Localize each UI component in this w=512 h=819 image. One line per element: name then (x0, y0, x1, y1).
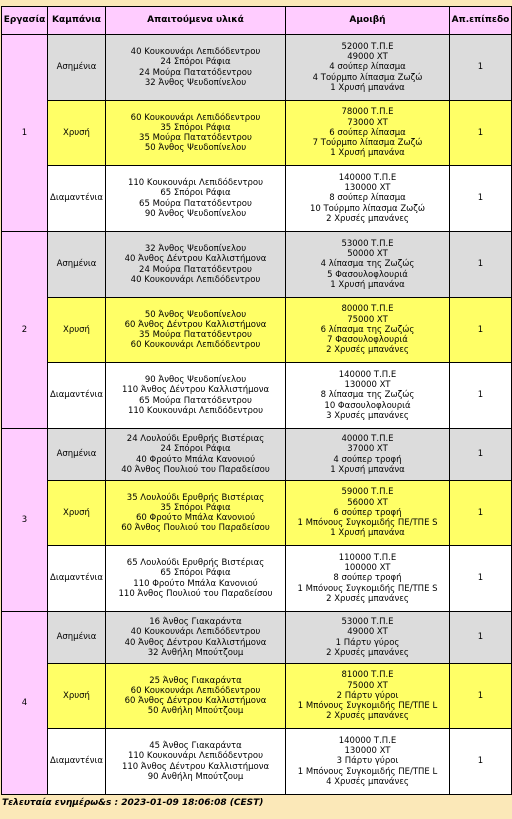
reward-cell (286, 481, 450, 546)
reward-line: 140000 Τ.Π.Ε (338, 735, 397, 746)
material-line: 32 Ανθήλη Μπούτζουμ (147, 647, 244, 658)
reward-line: 140000 Τ.Π.Ε (338, 172, 397, 183)
material-line: 60 Φρούτο Μπάλα Κανονιού (136, 513, 255, 523)
header-reward: Αμοιβή (286, 7, 450, 35)
reward-line: 80000 Τ.Π.Ε (341, 304, 394, 315)
reward-line: 110000 Τ.Π.Ε (338, 552, 397, 563)
reward-line: 7 Τούρμπο λίπασμα Ζωζώ (312, 138, 423, 149)
level-cell: 1 (450, 481, 512, 546)
material-line: 60 Κουκουνάρι Λεπιδόδεντρου (130, 685, 261, 696)
campaign-cell: Ασημένια (48, 429, 106, 481)
reward-line: 50000 XT (347, 249, 388, 260)
material-line: 35 Σπόροι Ράφια (160, 502, 231, 513)
reward-line: 10 Φασουλοφλουριά (324, 400, 411, 411)
reward-line: 6 σούπερ λίπασμα (329, 127, 406, 138)
material-line: 65 Σπόροι Ράφια (160, 188, 231, 199)
reward-line: 1 Μπόνους Συγκομιδής ΠΕ/ΤΠΕ S (297, 518, 438, 529)
table-row (2, 729, 512, 795)
materials-cell (106, 298, 286, 363)
reward-line: 4 λίπασμα της Ζωζώς (320, 259, 415, 270)
material-line: 40 Φρούτο Μπάλα Κανονιού (136, 454, 255, 465)
table-row (2, 166, 512, 232)
material-line: 65 Λουλούδι Ερυθρής Βιστέριας (126, 558, 265, 569)
reward-line: 59000 Τ.Π.Ε (341, 487, 394, 498)
table-row (2, 232, 512, 298)
reward-line: 53000 Τ.Π.Ε (341, 617, 394, 628)
header-row (2, 7, 512, 35)
reward-line: 130000 XT (344, 183, 391, 194)
material-line: 32 Άνθος Ψευδοπίνελου (144, 244, 247, 255)
material-line: 60 Κουκουνάρι Λεπιδόδεντρου (130, 340, 261, 351)
material-line: 16 Άνθος Γιακαράντα (149, 617, 242, 628)
material-line: 24 Μούρα Πατατόδεντρου (139, 67, 252, 78)
reward-cell (286, 101, 450, 166)
materials-cell (106, 546, 286, 612)
reward-line: 1 Χρυσή μπανάνα (330, 279, 405, 290)
level-cell: 1 (450, 166, 512, 232)
reward-line: 100000 XT (344, 563, 391, 574)
reward-line: 3 Χρυσές μπανάνες (326, 410, 409, 421)
materials-cell (106, 429, 286, 481)
reward-cell (286, 232, 450, 298)
material-line: 40 Κουκουνάρι Λεπιδόδεντρου (130, 627, 261, 638)
reward-cell (286, 298, 450, 363)
materials-cell (106, 612, 286, 664)
material-line: 90 Άνθος Ψευδοπίνελου (144, 208, 247, 219)
level-cell: 1 (450, 729, 512, 795)
reward-line: 1 Χρυσή μπανάνα (330, 528, 405, 539)
reward-line: 2 Χρυσές μπανάνες (326, 345, 409, 356)
campaign-cell: Ασημένια (48, 232, 106, 298)
material-line: 40 Κουκουνάρι Λεπιδόδεντρου (130, 274, 261, 285)
table-row (2, 429, 512, 481)
reward-cell (286, 612, 450, 664)
reward-line: 5 Φασουλοφλουριά (327, 269, 408, 280)
reward-line: 53000 Τ.Π.Ε (341, 238, 394, 249)
materials-cell (106, 481, 286, 546)
table-row (2, 298, 512, 363)
reward-line: 1 Χρυσή μπανάνα (330, 464, 405, 475)
table-row (2, 35, 512, 101)
reward-line: 7 Φασουλοφλουριά (327, 335, 408, 346)
campaign-cell: Ασημένια (48, 35, 106, 101)
material-line: 40 Άνθος Δέντρου Καλλιστήμονα (124, 637, 267, 648)
reward-line: 1 Χρυσή μπανάνα (330, 148, 405, 159)
reward-line: 2 Πάρτυ γύροι (336, 690, 399, 701)
reward-line: 2 Χρυσές μπανάνες (326, 647, 409, 658)
task-number-cell: 1 (2, 35, 48, 232)
material-line: 40 Άνθος Πουλιού του Παραδείσου (121, 464, 270, 475)
table-row (2, 546, 512, 612)
level-cell: 1 (450, 101, 512, 166)
campaign-cell: Διαμαντένια (48, 363, 106, 429)
level-cell: 1 (450, 363, 512, 429)
reward-line: 40000 Τ.Π.Ε (341, 434, 394, 445)
level-cell: 1 (450, 35, 512, 101)
materials-cell (106, 232, 286, 298)
material-line: 60 Άνθος Δέντρου Καλλιστήμονα (124, 319, 267, 330)
reward-line: 1 Μπόνους Συγκομιδής ΠΕ/ΤΠΕ S (297, 583, 438, 594)
reward-cell (286, 429, 450, 481)
reward-line: 2 Χρυσές μπανάνες (326, 593, 409, 604)
reward-line: 75000 XT (347, 680, 388, 691)
material-line: 65 Μούρα Πατατόδεντρου (139, 395, 252, 406)
materials-cell (106, 664, 286, 729)
reward-line: 75000 XT (347, 314, 388, 325)
reward-line: 49000 XT (347, 627, 388, 638)
campaign-cell: Χρυσή (48, 481, 106, 546)
reward-line: 2 Χρυσές μπανάνες (326, 711, 409, 722)
material-line: 35 Μούρα Πατατόδεντρου (139, 330, 252, 340)
table-row (2, 481, 512, 546)
material-line: 50 Άνθος Ψευδοπίνελου (144, 143, 247, 154)
level-cell: 1 (450, 612, 512, 664)
reward-cell (286, 166, 450, 232)
reward-cell (286, 546, 450, 612)
material-line: 24 Σπόροι Ράφια (160, 444, 231, 455)
reward-line: 3 Πάρτυ γύροι (336, 756, 399, 767)
material-line: 65 Σπόροι Ράφια (160, 568, 231, 579)
reward-line: 49000 XT (347, 52, 388, 63)
material-line: 60 Κουκουνάρι Λεπιδόδεντρου (130, 112, 261, 123)
task-number-cell: 2 (2, 232, 48, 429)
reward-line: 140000 Τ.Π.Ε (338, 369, 397, 380)
reward-line: 4 Χρυσές μπανάνες (326, 776, 409, 787)
reward-line: 4 Τούρμπο λίπασμα Ζωζώ (312, 72, 423, 83)
level-cell: 1 (450, 664, 512, 729)
table-row (2, 363, 512, 429)
material-line: 40 Κουκουνάρι Λεπιδόδεντρου (130, 47, 261, 58)
reward-line: 130000 XT (344, 746, 391, 757)
reward-line: 73000 XT (347, 117, 388, 128)
campaign-cell: Ασημένια (48, 612, 106, 664)
material-line: 35 Μούρα Πατατόδεντρου (139, 133, 252, 143)
reward-cell (286, 729, 450, 795)
material-line: 50 Άνθος Ψευδοπίνελου (144, 309, 247, 320)
header-campaign: Καμπάνια (48, 7, 106, 35)
reward-line: 4 σούπερ λίπασμα (329, 62, 406, 73)
level-cell: 1 (450, 429, 512, 481)
reward-cell (286, 35, 450, 101)
last-updated-footer: Τελευταία ενημέρω&s : 2023-01-09 18:06:08 (CEST) (2, 798, 264, 808)
materials-cell (106, 35, 286, 101)
header-materials: Απαιτούμενα υλικά (106, 7, 286, 35)
material-line: 110 Άνθος Πουλιού του Παραδείσου (118, 588, 273, 599)
level-cell: 1 (450, 232, 512, 298)
material-line: 32 Άνθος Ψευδοπίνελου (144, 77, 247, 88)
reward-cell (286, 363, 450, 429)
reward-line: 56000 XT (347, 497, 388, 508)
reward-line: 130000 XT (344, 380, 391, 391)
reward-line: 1 Μπόνους Συγκομιδής ΠΕ/ΤΠΕ L (297, 701, 438, 712)
reward-line: 6 λίπασμα της Ζωζώς (320, 324, 415, 335)
material-line: 90 Άνθος Ψευδοπίνελου (144, 375, 247, 386)
material-line: 110 Φρούτο Μπάλα Κανονιού (133, 578, 258, 589)
material-line: 40 Άνθος Δέντρου Καλλιστήμονα (124, 254, 267, 265)
campaign-cell: Διαμαντένια (48, 166, 106, 232)
material-line: 50 Ανθήλη Μπούτζουμ (147, 706, 244, 717)
reward-line: 4 σούπερ τροφή (333, 454, 402, 465)
material-line: 24 Λουλούδι Ερυθρής Βιστέριας (126, 434, 265, 445)
material-line: 110 Άνθος Δέντρου Καλλιστήμονα (121, 385, 270, 396)
material-line: 110 Κουκουνάρι Λεπιδόδεντρου (127, 751, 264, 762)
material-line: 110 Κουκουνάρι Λεπιδόδεντρου (127, 405, 264, 416)
material-line: 110 Άνθος Δέντρου Καλλιστήμονα (121, 761, 270, 772)
reward-line: 1 Πάρτυ γύρος (335, 637, 400, 648)
reward-line: 8 σούπερ λίπασμα (329, 193, 406, 204)
reward-line: 2 Χρυσές μπανάνες (326, 213, 409, 224)
material-line: 60 Άνθος Πουλιού του Παραδείσου (121, 523, 270, 534)
material-line: 60 Άνθος Δέντρου Καλλιστήμονα (124, 696, 267, 706)
header-task: Εργασία (2, 7, 48, 35)
reward-line: 8 σούπερ τροφή (333, 573, 402, 584)
reward-line: 1 Μπόνους Συγκομιδής ΠΕ/ΤΠΕ L (297, 766, 438, 777)
reward-line: 52000 Τ.Π.Ε (341, 41, 394, 52)
reward-line: 81000 Τ.Π.Ε (341, 670, 394, 681)
campaign-cell: Χρυσή (48, 101, 106, 166)
material-line: 24 Σπόροι Ράφια (160, 57, 231, 68)
table-body (2, 35, 512, 795)
material-line: 25 Άνθος Γιακαράντα (149, 675, 242, 686)
reward-line: 6 σούπερ τροφή (333, 507, 402, 518)
material-line: 110 Κουκουνάρι Λεπιδόδεντρου (127, 178, 264, 189)
reward-line: 1 Χρυσή μπανάνα (330, 82, 405, 93)
reward-line: 10 Τούρμπο λίπασμα Ζωζώ (309, 203, 426, 214)
level-cell: 1 (450, 546, 512, 612)
campaign-cell: Διαμαντένια (48, 729, 106, 795)
material-line: 90 Ανθήλη Μπούτζουμ (147, 771, 244, 782)
materials-cell (106, 729, 286, 795)
material-line: 45 Άνθος Γιακαράντα (149, 741, 242, 752)
reward-line: 8 λίπασμα της Ζωζώς (320, 390, 415, 401)
material-line: 35 Λουλούδι Ερυθρής Βιστέριας (126, 492, 265, 503)
reward-line: 78000 Τ.Π.Ε (341, 107, 394, 118)
material-line: 24 Μούρα Πατατόδεντρου (139, 264, 252, 275)
header-level: Απ.επίπεδο (450, 7, 512, 35)
table-row (2, 612, 512, 664)
table-row (2, 101, 512, 166)
material-line: 65 Μούρα Πατατόδεντρου (139, 198, 252, 209)
reward-line: 37000 XT (347, 444, 388, 455)
campaign-cell: Διαμαντένια (48, 546, 106, 612)
task-number-cell: 3 (2, 429, 48, 612)
reward-cell (286, 664, 450, 729)
material-line: 35 Σπόροι Ράφια (160, 122, 231, 133)
table-row (2, 664, 512, 729)
materials-cell (106, 363, 286, 429)
tasks-table (1, 6, 512, 795)
campaign-cell: Χρυσή (48, 664, 106, 729)
campaign-cell: Χρυσή (48, 298, 106, 363)
level-cell: 1 (450, 298, 512, 363)
materials-cell (106, 101, 286, 166)
materials-cell (106, 166, 286, 232)
task-number-cell: 4 (2, 612, 48, 795)
